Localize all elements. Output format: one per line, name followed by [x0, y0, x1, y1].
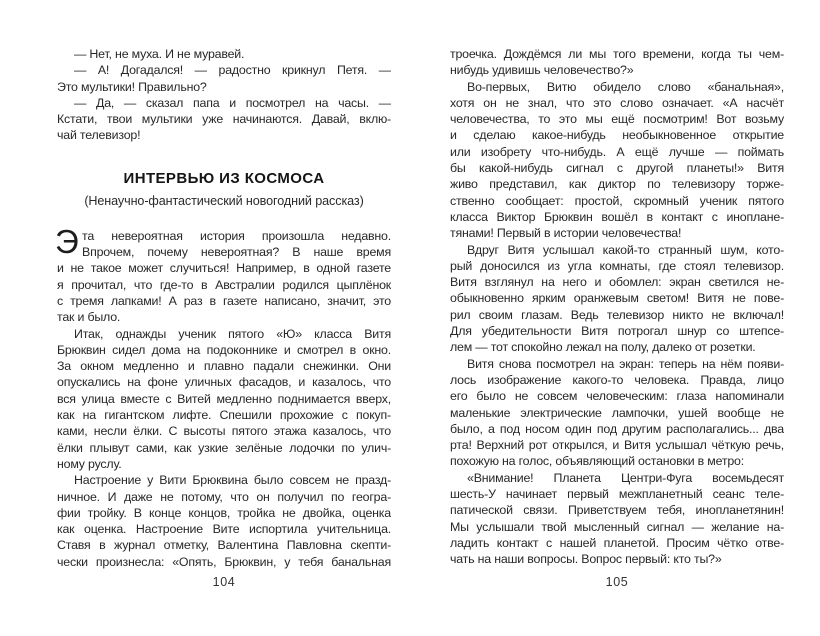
- text-line: обыкновенно ярким оранжевым светом! Витя не пове-: [450, 291, 784, 306]
- text-line: ному руслу.: [57, 456, 122, 471]
- text-line: Вдруг Витя услышал какой-то странный шум, кото-: [467, 242, 784, 257]
- text-line: или изобрету что-нибудь. А ещё лучше — поймать: [450, 144, 784, 159]
- text-line: как оценка. Настроение Вите испортила учительница.: [57, 522, 391, 537]
- text-line: ками, несли ёлки. С высоты пятого этажа казалось, что: [57, 424, 391, 439]
- text-line: Витя снова посмотрел на экран: теперь на нём появи-: [467, 356, 784, 371]
- text-line: Во-первых, Витю обидело слово «банальная»,: [467, 79, 784, 94]
- text-line: лось изображение какого-то человека. Правда, лицо: [450, 372, 784, 387]
- text-line: живо представил, как диктор по телевизору торже-: [450, 177, 784, 192]
- text-line: — А! Догадался! — радостно крикнул Петя. —: [74, 63, 391, 78]
- text-line: маленькие электрические лампочки, ушей вообще не: [450, 405, 784, 420]
- text-line: чай телевизор!: [57, 128, 141, 143]
- text-line: нибудь удивишь человечество?»: [450, 63, 634, 78]
- right-text-block: [450, 0, 784, 568]
- text-line: шесть-У начинает первый межпланетный сеанс теле-: [450, 487, 784, 502]
- text-line: рта! Верхний рот открылся, и Витя услышал чёткую речь,: [450, 438, 784, 453]
- text-line: Итак, однажды ученик пятого «Ю» класса Витя: [74, 326, 391, 341]
- text-line: класса Виктор Брюквин вошёл в контакт с иноплане-: [450, 209, 784, 224]
- text-line: ничное. И даже не потому, что он получил по геогра-: [57, 489, 391, 504]
- story-subtitle: (Ненаучно-фантастический новогодний рассказ): [84, 193, 364, 208]
- text-line: так и было.: [57, 310, 121, 325]
- text-line: я прочитал, что где-то в Австралии родился цыплёнок: [57, 277, 391, 292]
- text-line: — Нет, не муха. И не муравей.: [74, 47, 245, 61]
- text-line: ёлки плывут сами, как узкие зелёные лодочки по улич-: [57, 440, 391, 455]
- dialogue-block: [57, 0, 391, 144]
- right-page: [450, 0, 784, 636]
- text-line: фии тройку. В конце концов, тройка не двойка, оценка: [57, 505, 391, 520]
- drop-cap-letter: Э: [55, 223, 79, 260]
- text-line: Кстати, твои мультики уже начинаются. Давай, вклю-: [57, 112, 391, 127]
- text-line: как на гигантском лифте. Спешили прохожие с покуп-: [57, 408, 391, 423]
- text-line: бы какой-нибудь сигнал с другой планеты!» Витя: [450, 161, 784, 176]
- text-line: троечка. Дождёмся ли мы того времени, когда ты чем-: [450, 47, 784, 61]
- text-line: рил своим глазам. Ведь телевизор никто не включал!: [450, 307, 784, 322]
- text-line: опускались на фоне уличных фасадов, и казалось, что: [57, 375, 391, 390]
- text-line: Настроение у Вити Брюквина было совсем не празд-: [74, 473, 391, 488]
- text-line: похожую на голос, объявляющий остановки в метро:: [450, 454, 744, 469]
- text-line: ладить контакт с нашей планетой. Просим чётко отве-: [450, 535, 784, 550]
- text-line: чески произнесла: «Опять, Брюквин, у тебя банальная: [57, 554, 391, 569]
- text-line: Брюквин сидел дома на подоконнике и смотрел в окно.: [57, 342, 391, 357]
- text-line: рый доносился из угла комнаты, где стоял телевизор.: [450, 258, 784, 273]
- text-line: хотя он не знал, что это слово означает. «А насчёт: [450, 95, 784, 110]
- text-line: Это мультики! Правильно?: [57, 79, 207, 94]
- text-line: с тремя лапками! А раз в газете написано, значит, это: [57, 293, 391, 308]
- text-line: и сделаю какое-нибудь необыкновенное открытие: [450, 128, 784, 143]
- text-line: «Внимание! Планета Центри-Фуга восемьдесят: [467, 470, 784, 485]
- text-line: Ставя в журнал отметку, Валентина Павловна скепти-: [57, 538, 391, 553]
- text-line: — Да, — сказал папа и посмотрел на часы. —: [74, 95, 391, 110]
- text-line: Впрочем, почему невероятная? В наше время: [82, 245, 391, 260]
- left-page: [57, 0, 391, 636]
- text-line: та невероятная история произошла недавно.: [82, 228, 391, 243]
- text-line: Витя взглянул на него и обомлел: экран светился не-: [450, 275, 784, 290]
- text-line: вся улица вместе с Витей медленно поднимается вверх,: [57, 391, 391, 406]
- text-line: Мы услышали твой мысленный сигнал — желание на-: [450, 519, 784, 534]
- text-line: лем — тот спокойно лежал на полу, далеко от розетки.: [450, 340, 756, 355]
- text-line: тянами! Первый в истории человечества!: [450, 226, 682, 241]
- text-line: чать на наши вопросы. Вопрос первый: кто ты?»: [450, 552, 722, 567]
- page-number-right: 105: [605, 575, 629, 589]
- text-line: человечества, то это мы ещё посмотрим! Вот возьму: [450, 112, 784, 127]
- text-line: ственно сообщает: простой, скромный ученик пятого: [450, 193, 784, 208]
- text-line: было, а под носом один под другим располагались... два: [450, 421, 784, 436]
- story-title: ИНТЕРВЬЮ ИЗ КОСМОСА: [123, 169, 325, 187]
- page-number-left: 104: [212, 575, 236, 589]
- left-text-block: [55, 223, 391, 570]
- text-line: и не такое может случиться! Например, в одной газете: [57, 261, 391, 276]
- text-line: его было не совсем человеческим: глаза напоминали: [450, 389, 784, 404]
- text-line: патической связи. Приветствуем тебя, инопланетянин!: [450, 503, 784, 518]
- text-line: За окном медленно и плавно падали снежинки. Они: [57, 359, 391, 374]
- text-line: Для убедительности Витя потрогал шнур со штепсе-: [450, 324, 784, 339]
